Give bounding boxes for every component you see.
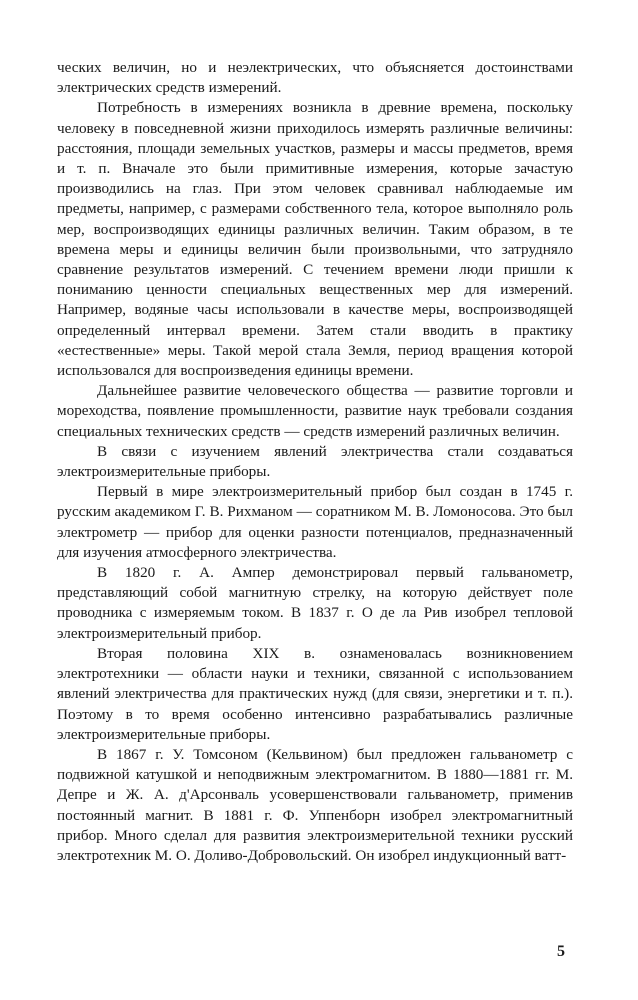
paragraph: Потребность в измерениях возникла в древние времена, поскольку человеку в повседневной жизни приходилось измерять различные величины: расстояния, площади земельных участков, размеры и массы предметов, время и т. п. Вначале это были примитивные измерения, которые зачастую производились на глаз. При этом человек сравнивал наблюдаемые им предметы, например, с размерами собственного тела, которое выполняло роль мер, воспроизводящих единицы различных величин. Таким образом, в те времена меры и единицы величин были произвольными, что затрудняло сравнение результатов измерений. С течением времени люди пришли к пониманию ценности специальных вещественных мер для измерений. Например, водяные часы использовали в качестве меры, воспроизводящей определенный интервал времени. Затем стали вводить в практику «естественные» меры. Такой мерой стала Земля, период вращения которой использовался для воспроизведения единицы времени. bbox=[57, 99, 573, 380]
paragraph: В 1867 г. У. Томсоном (Кельвином) был предложен гальванометр с подвижной катушкой и неподвижным электромагнитом. В 1880—1881 гг. М. Депре и Ж. А. д'Арсонваль усовершенствовали гальванометр, применив постоянный магнит. В 1881 г. Ф. Уппенборн изобрел электромагнитный прибор. Много сделал для развития электроизмерительной техники русский электротехник М. О. Доливо-Добровольский. Он изобрел индукционный ватт- bbox=[57, 745, 573, 864]
paragraph: В связи с изучением явлений электричества стали создаваться электроизмерительные приборы. bbox=[57, 442, 573, 481]
paragraph: ческих величин, но и неэлектрических, что объясняется достоинствами электрических средств измерений. bbox=[57, 59, 573, 97]
paragraph: Вторая половина XIX в. ознаменовалась возникновением электротехники — области науки и техники, связанной с использованием явлений электричества для практических нужд (для связи, энергетики и т. п.). Поэтому в то время особенно интенсивно разрабатывались различные электроизмерительные приборы. bbox=[57, 644, 573, 743]
page-body bbox=[57, 58, 573, 866]
paragraph: Дальнейшее развитие человеческого общества — развитие торговли и мореходства, появление промышленности, развитие наук требовали создания специальных технических средств — средств измерений различных величин. bbox=[57, 382, 573, 440]
paragraph: В 1820 г. А. Ампер демонстрировал первый гальванометр, представляющий собой магнитную стрелку, на которую действует поле проводника с измеряемым током. В 1837 г. О де ла Рив изобрел тепловой электроизмерительный прибор. bbox=[57, 564, 573, 642]
page-number: 5 bbox=[557, 943, 565, 960]
paragraph: Первый в мире электроизмерительный прибор был создан в 1745 г. русским академиком Г. В. Рихманом — соратником М. В. Ломоносова. Это был электрометр — прибор для оценки разности потенциалов, предназначенный для изучения атмосферного электричества. bbox=[57, 483, 573, 561]
